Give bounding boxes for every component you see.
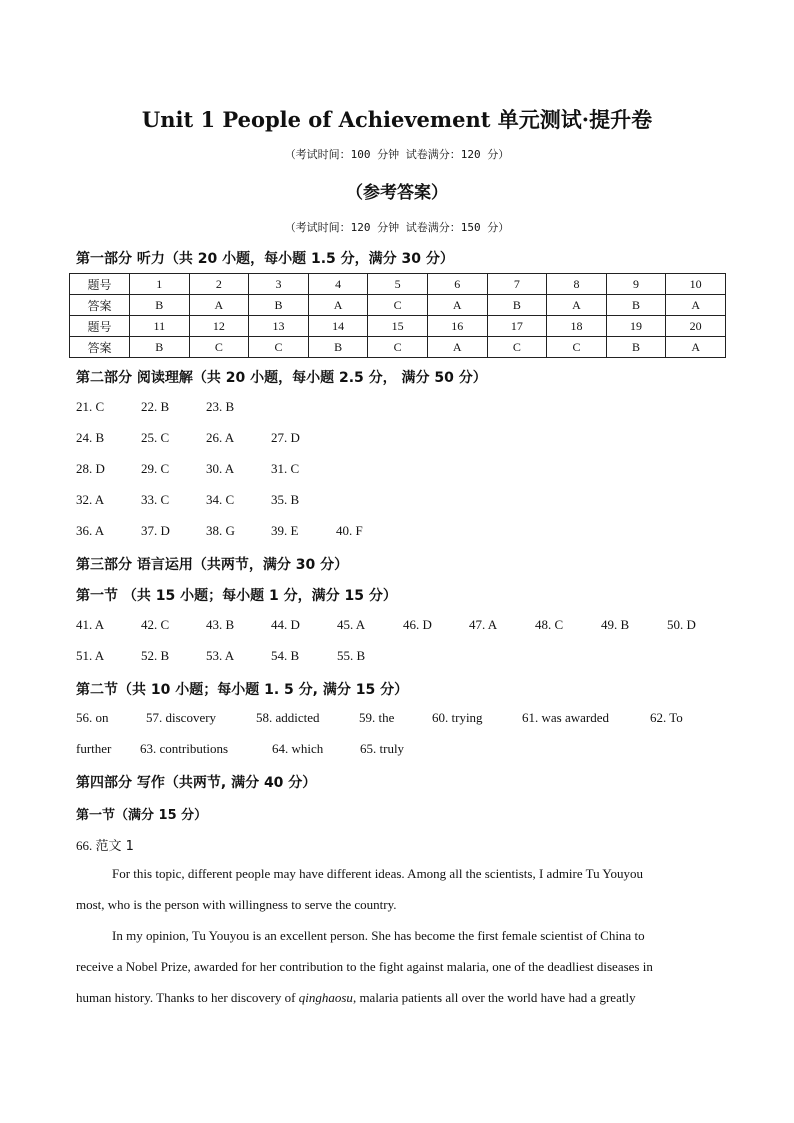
answer-item: 32. A xyxy=(76,492,105,507)
table-row xyxy=(70,295,726,316)
answer-item: 34. C xyxy=(206,492,235,507)
document-title: Unit 1 People of Achievement 单元测试·提升卷 xyxy=(141,107,653,132)
answer-item: 38. G xyxy=(206,523,235,538)
reading-answers-row-3 xyxy=(76,461,716,479)
table-cell: B xyxy=(606,295,666,316)
table-cell: 18 xyxy=(547,316,607,337)
answer-item: 39. E xyxy=(271,523,299,538)
table-cell: A xyxy=(308,295,368,316)
reading-answers-row-5 xyxy=(76,523,716,541)
answer-item: 28. D xyxy=(76,461,105,476)
part2-heading: 第二部分 阅读理解（共 20 小题，每小题 2.5 分， 满分 50 分） xyxy=(76,370,487,386)
table-cell: 10 xyxy=(666,274,726,295)
answer-item: 42. C xyxy=(141,617,170,632)
part4-section1-heading: 第一节（满分 15 分） xyxy=(76,808,208,823)
reading-answers-row-4 xyxy=(76,492,716,510)
sample-number: 66. xyxy=(76,838,93,853)
answer-item: 36. A xyxy=(76,523,105,538)
answer-item: 63. contributions xyxy=(140,741,229,756)
table-cell: 9 xyxy=(606,274,666,295)
italic-term: qinghaosu xyxy=(298,990,353,1005)
grammar-answers-row-1 xyxy=(76,710,716,728)
row-label-answer: 答案 xyxy=(70,295,130,316)
table-cell: 2 xyxy=(189,274,249,295)
text-line: receive a Nobel Prize, awarded for her contribution to the fight against malaria, one of the deadliest diseases in xyxy=(76,959,653,974)
answer-item: 51. A xyxy=(76,648,105,663)
sample-essay-label xyxy=(76,835,134,854)
part3-section1-heading: 第一节 （共 15 小题；每小题 1 分，满分 15 分） xyxy=(76,588,397,604)
answer-item: 47. A xyxy=(469,617,498,632)
table-cell: 11 xyxy=(130,316,190,337)
table-cell: C xyxy=(249,337,309,358)
table-cell: 17 xyxy=(487,316,547,337)
answer-item: 43. B xyxy=(206,617,235,632)
exam-info-line-2: （考试时间：120 分钟 试卷满分：150 分） xyxy=(284,221,510,234)
table-cell: 15 xyxy=(368,316,428,337)
answer-item: 33. C xyxy=(141,492,170,507)
answer-item: 57. discovery xyxy=(146,710,217,725)
listening-answer-table xyxy=(69,273,726,358)
table-cell: 4 xyxy=(308,274,368,295)
table-cell: B xyxy=(606,337,666,358)
table-cell: B xyxy=(249,295,309,316)
answer-item: 58. addicted xyxy=(256,710,320,725)
table-cell: C xyxy=(547,337,607,358)
table-cell: B xyxy=(308,337,368,358)
language-answers-row-1 xyxy=(76,617,716,635)
answer-item: 64. which xyxy=(272,741,324,756)
reading-answers-row-2 xyxy=(76,430,716,448)
answer-item: 45. A xyxy=(337,617,366,632)
table-cell: 8 xyxy=(547,274,607,295)
answer-item: 23. B xyxy=(206,399,235,414)
table-cell: A xyxy=(427,295,487,316)
answer-item: 30. A xyxy=(206,461,235,476)
table-cell: A xyxy=(666,337,726,358)
table-cell: 16 xyxy=(427,316,487,337)
table-cell: B xyxy=(130,295,190,316)
sample-title: 范文 1 xyxy=(95,839,134,854)
answer-item: 61. was awarded xyxy=(522,710,609,725)
table-cell: 19 xyxy=(606,316,666,337)
table-cell: C xyxy=(368,295,428,316)
answer-item: 53. A xyxy=(206,648,235,663)
table-cell: 13 xyxy=(249,316,309,337)
exam-info-line-1: （考试时间：100 分钟 试卷满分：120 分） xyxy=(284,148,510,161)
part3-heading: 第三部分 语言运用（共两节，满分 30 分） xyxy=(76,557,349,573)
text-line xyxy=(76,982,706,1013)
row-label-question: 题号 xyxy=(70,316,130,337)
grammar-answers-row-2 xyxy=(76,741,716,759)
reading-answers-row-1 xyxy=(76,399,716,417)
answer-item: 35. B xyxy=(271,492,300,507)
table-cell: 6 xyxy=(427,274,487,295)
answer-item: 54. B xyxy=(271,648,300,663)
answer-item: 65. truly xyxy=(360,741,405,756)
answer-item: 50. D xyxy=(667,617,696,632)
answer-item: 31. C xyxy=(271,461,300,476)
answer-item: 52. B xyxy=(141,648,170,663)
table-cell: 14 xyxy=(308,316,368,337)
answer-item: further xyxy=(76,741,112,756)
table-cell: A xyxy=(666,295,726,316)
table-cell: C xyxy=(487,337,547,358)
table-cell: A xyxy=(189,295,249,316)
text-segment: , malaria patients all over the world have had a greatly xyxy=(352,990,636,1005)
answer-item: 62. To xyxy=(650,710,683,725)
language-answers-row-2 xyxy=(76,648,716,666)
row-label-question: 题号 xyxy=(70,274,130,295)
text-segment: human history. Thanks to her discovery of xyxy=(76,990,299,1005)
answer-item: 48. C xyxy=(535,617,564,632)
table-row xyxy=(70,316,726,337)
answer-item: 44. D xyxy=(271,617,300,632)
answer-item: 24. B xyxy=(76,430,105,445)
row-label-answer: 答案 xyxy=(70,337,130,358)
table-cell: B xyxy=(130,337,190,358)
answer-item: 56. on xyxy=(76,710,109,725)
answer-item: 26. A xyxy=(206,430,235,445)
answer-item: 37. D xyxy=(141,523,170,538)
part3-section2-heading: 第二节（共 10 小题；每小题 1. 5 分, 满分 15 分） xyxy=(76,682,409,698)
table-cell: 1 xyxy=(130,274,190,295)
answer-item: 25. C xyxy=(141,430,170,445)
answer-item: 22. B xyxy=(141,399,170,414)
answer-item: 46. D xyxy=(403,617,432,632)
answer-item: 55. B xyxy=(337,648,366,663)
table-cell: B xyxy=(487,295,547,316)
table-cell: 7 xyxy=(487,274,547,295)
answer-item: 49. B xyxy=(601,617,630,632)
answer-item: 29. C xyxy=(141,461,170,476)
answer-item: 27. D xyxy=(271,430,300,445)
answer-item: 41. A xyxy=(76,617,105,632)
answer-item: 59. the xyxy=(359,710,395,725)
table-cell: 20 xyxy=(666,316,726,337)
table-row xyxy=(70,337,726,358)
table-cell: A xyxy=(547,295,607,316)
part4-heading: 第四部分 写作（共两节, 满分 40 分） xyxy=(76,775,317,791)
answer-item: 21. C xyxy=(76,399,105,414)
table-cell: C xyxy=(189,337,249,358)
text-line: For this topic, different people may have different ideas. Among all the scientists, I admire Tu Youyou xyxy=(112,866,644,881)
answer-key-heading: （参考答案） xyxy=(346,183,448,203)
table-cell: A xyxy=(427,337,487,358)
table-row xyxy=(70,274,726,295)
answer-item: 40. F xyxy=(336,523,363,538)
text-line: most, who is the person with willingness to serve the country. xyxy=(76,897,397,912)
table-cell: C xyxy=(368,337,428,358)
table-cell: 3 xyxy=(249,274,309,295)
text-line: In my opinion, Tu Youyou is an excellent person. She has become the first female scientist of China to xyxy=(112,928,645,943)
table-cell: 12 xyxy=(189,316,249,337)
part1-heading: 第一部分 听力（共 20 小题，每小题 1.5 分，满分 30 分） xyxy=(76,251,454,267)
essay-paragraph-1 xyxy=(76,858,706,920)
table-cell: 5 xyxy=(368,274,428,295)
answer-item: 60. trying xyxy=(432,710,483,725)
essay-paragraph-2 xyxy=(76,920,706,1013)
